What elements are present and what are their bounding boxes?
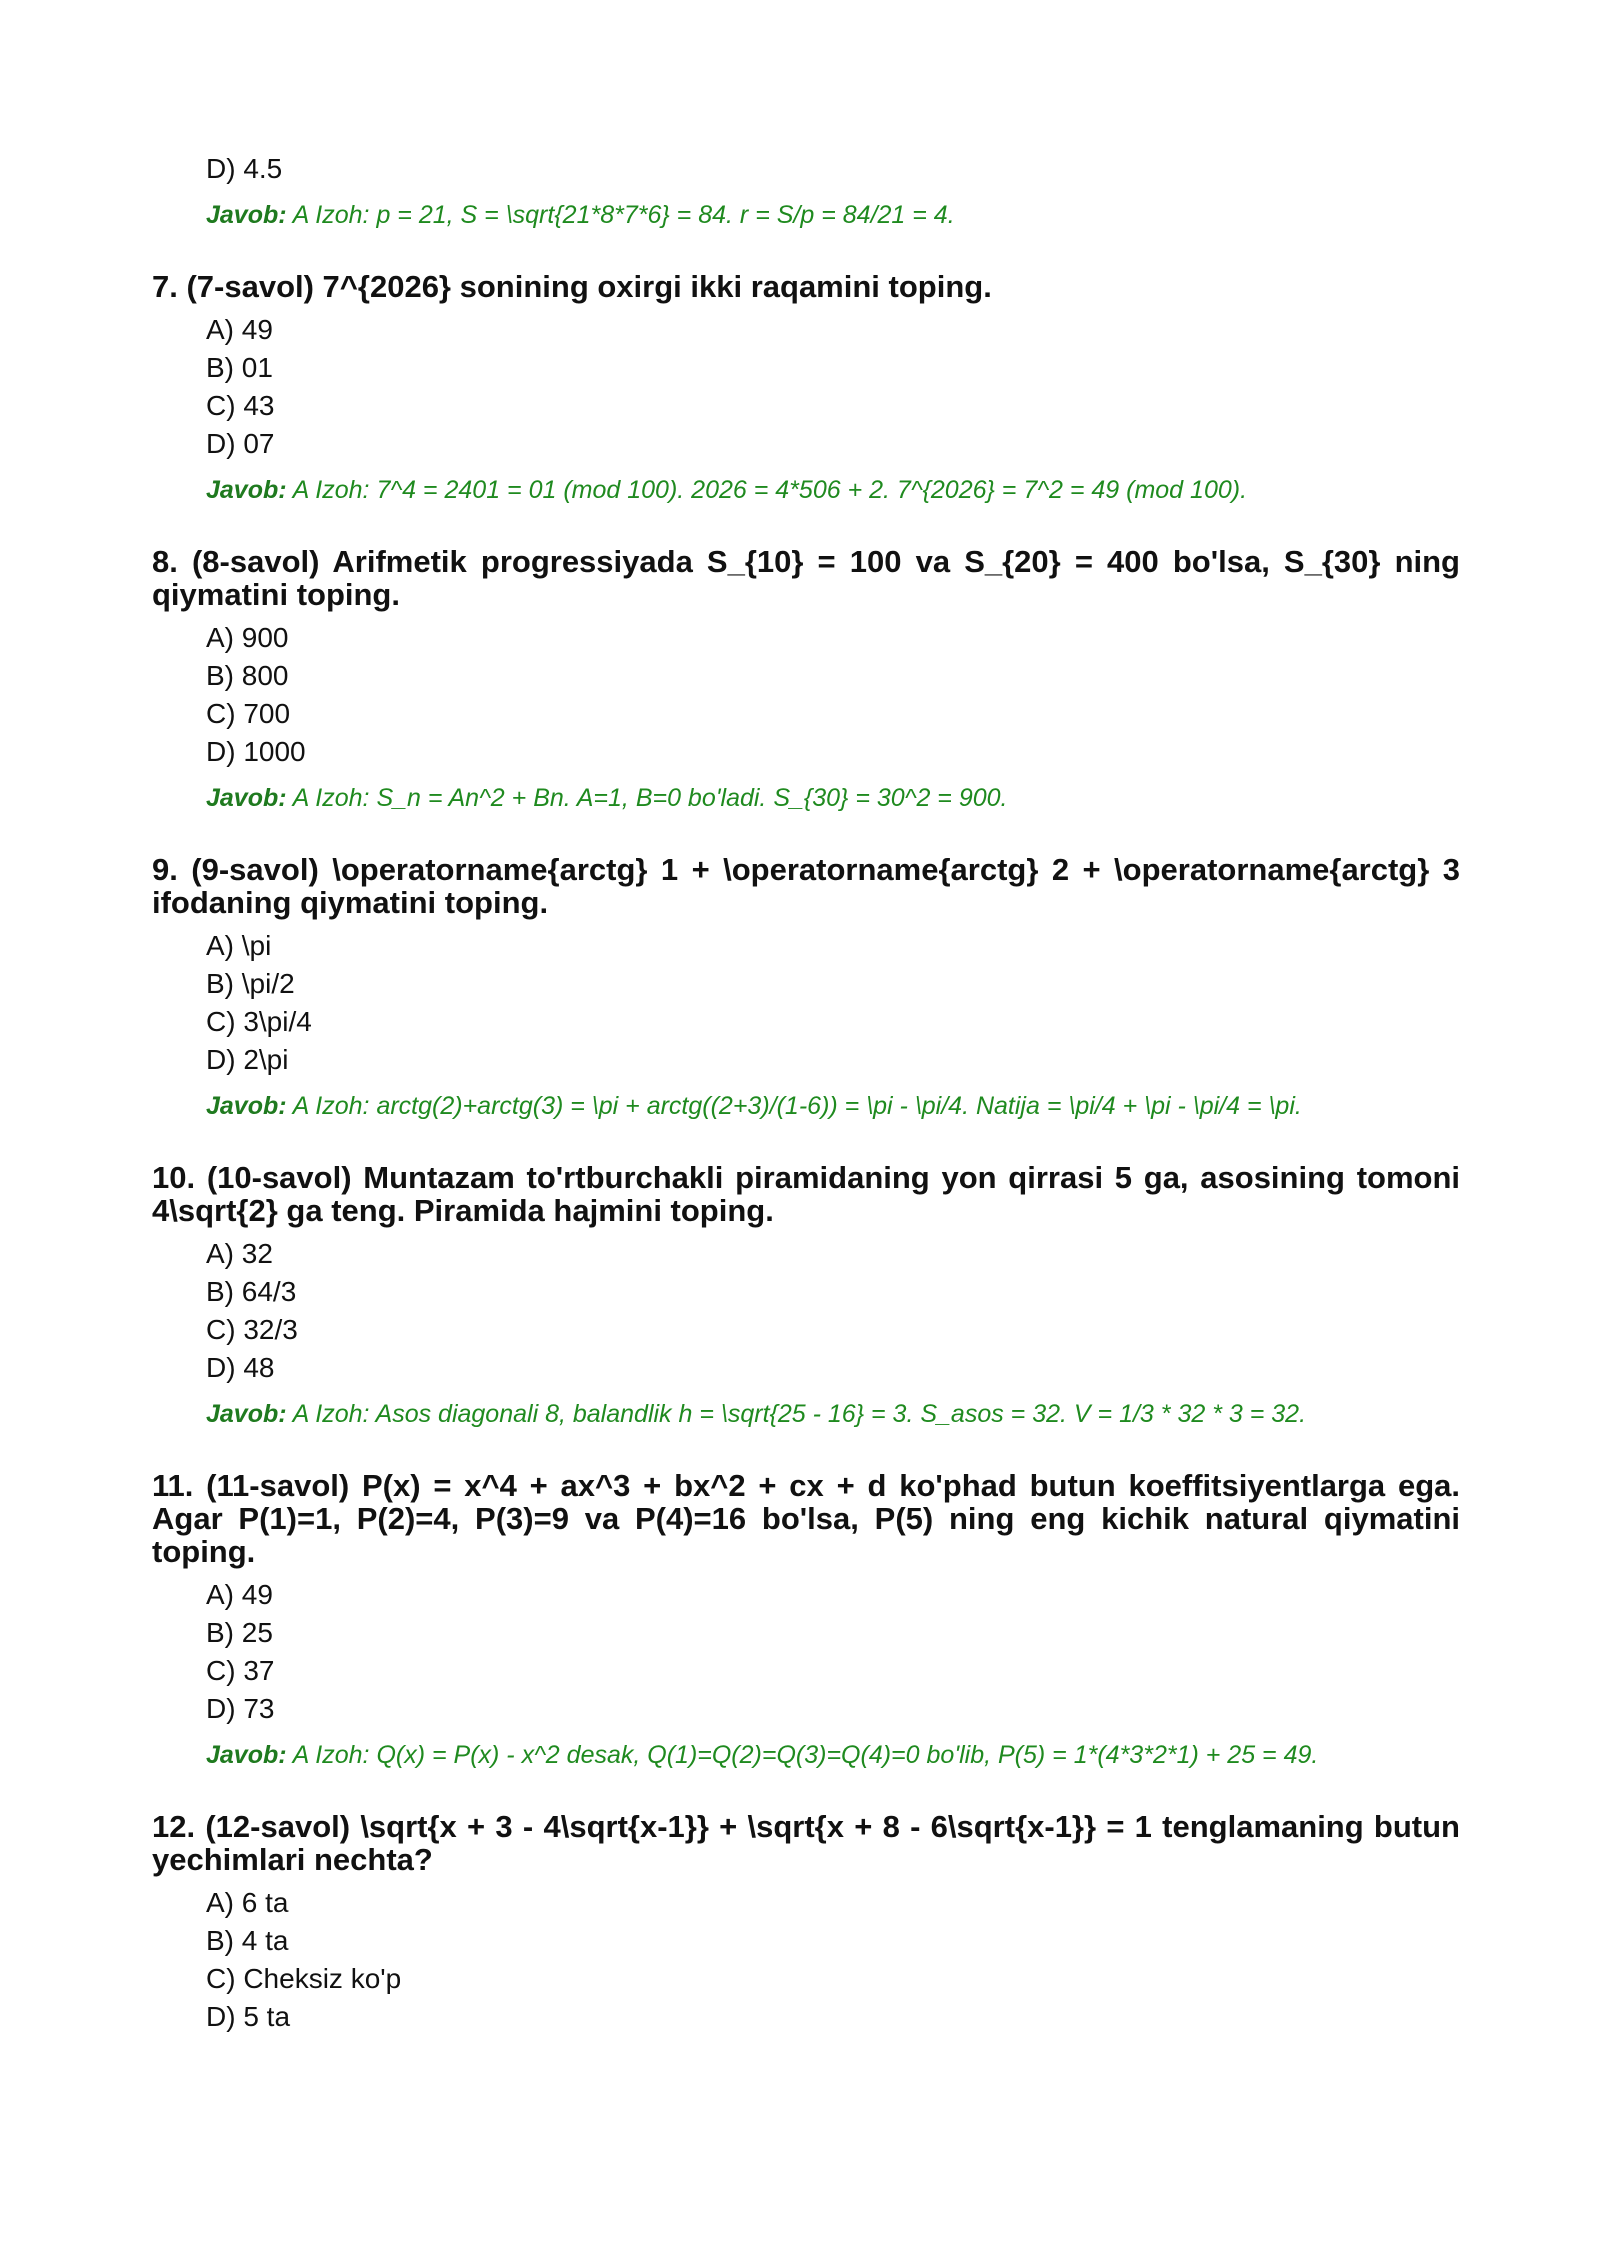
- answer-explanation: [206, 475, 1460, 505]
- question-9: [152, 853, 1460, 1121]
- option-c: C) Cheksiz ko'p: [206, 1963, 402, 1994]
- option-a: A) \pi: [206, 930, 272, 961]
- option-b: B) 64/3: [206, 1276, 297, 1307]
- option-a: A) 32: [206, 1238, 273, 1269]
- answer-label: Javob:: [206, 1092, 287, 1120]
- answer-explanation: [206, 1091, 1460, 1121]
- option-c: C) 43: [206, 390, 275, 421]
- answer-explanation: [206, 200, 1460, 230]
- option-a: A) 49: [206, 314, 273, 345]
- option-d: D) 73: [206, 1693, 275, 1724]
- question-title: 12. (12-savol) \sqrt{x + 3 - 4\sqrt{x-1}} + \sqrt{x + 8 - 6\sqrt{x-1}} = 1 tenglamaning butun yechimlari nechta?: [152, 1809, 1460, 1877]
- question-title: 8. (8-savol) Arifmetik progressiyada S_{10} = 100 va S_{20} = 400 bo'lsa, S_{30} ning qiymatini toping.: [152, 544, 1460, 612]
- answer-label: Javob:: [206, 1741, 287, 1769]
- option-a: A) 49: [206, 1579, 273, 1610]
- option-d: D) 4.5: [206, 153, 283, 184]
- question-7: [152, 270, 1460, 505]
- option-b: B) 25: [206, 1617, 273, 1648]
- option-b: B) \pi/2: [206, 968, 295, 999]
- answer-text: A Izoh: S_n = An^2 + Bn. A=1, B=0 bo'ladi. S_{30} = 30^2 = 900.: [286, 784, 1008, 812]
- option-d: D) 07: [206, 428, 275, 459]
- option-b: B) 800: [206, 660, 289, 691]
- option-d: D) 48: [206, 1352, 275, 1383]
- answer-text: A Izoh: 7^4 = 2401 = 01 (mod 100). 2026 = 4*506 + 2. 7^{2026} = 7^2 = 49 (mod 100).: [286, 476, 1248, 504]
- answer-explanation: [206, 1740, 1460, 1770]
- answer-explanation: [206, 1399, 1460, 1429]
- answer-explanation: [206, 783, 1460, 813]
- option-b: B) 01: [206, 352, 273, 383]
- option-c: C) 37: [206, 1655, 275, 1686]
- answer-label: Javob:: [206, 784, 287, 812]
- question-11: [152, 1469, 1460, 1770]
- option-a: A) 6 ta: [206, 1887, 289, 1918]
- question-title: 11. (11-savol) P(x) = x^4 + ax^3 + bx^2 + cx + d ko'phad butun koeffitsiyentlarga ega. Agar P(1)=1, P(2)=4, P(3)=9 va P(4)=16 bo'lsa, P(5) ning eng kichik natural qiymatini toping.: [152, 1468, 1460, 1569]
- option-c: C) 700: [206, 698, 291, 729]
- question-title: 7. (7-savol) 7^{2026} sonining oxirgi ikki raqamini toping.: [152, 269, 992, 304]
- question-title: 10. (10-savol) Muntazam to'rtburchakli piramidaning yon qirrasi 5 ga, asosining tomoni 4\sqrt{2} ga teng. Piramida hajmini toping.: [152, 1160, 1460, 1228]
- option-a: A) 900: [206, 622, 289, 653]
- previous-question-tail: [152, 150, 1460, 230]
- answer-text: A Izoh: arctg(2)+arctg(3) = \pi + arctg((2+3)/(1-6)) = \pi - \pi/4. Natija = \pi/4 + \pi - \pi/4 = \pi.: [286, 1092, 1302, 1120]
- option-c: C) 32/3: [206, 1314, 298, 1345]
- answer-text: A Izoh: Q(x) = P(x) - x^2 desak, Q(1)=Q(2)=Q(3)=Q(4)=0 bo'lib, P(5) = 1*(4*3*2*1) + 25 = 49.: [286, 1741, 1319, 1769]
- answer-label: Javob:: [206, 1400, 287, 1428]
- question-title: 9. (9-savol) \operatorname{arctg} 1 + \operatorname{arctg} 2 + \operatorname{arctg} 3 ifodaning qiymatini toping.: [152, 852, 1460, 920]
- answer-label: Javob:: [206, 201, 287, 229]
- option-d: D) 1000: [206, 736, 306, 767]
- option-c: C) 3\pi/4: [206, 1006, 312, 1037]
- question-12: [152, 1810, 1460, 2036]
- question-8: [152, 545, 1460, 813]
- option-d: D) 2\pi: [206, 1044, 289, 1075]
- answer-text: A Izoh: p = 21, S = \sqrt{21*8*7*6} = 84. r = S/p = 84/21 = 4.: [286, 201, 955, 229]
- answer-label: Javob:: [206, 476, 287, 504]
- question-10: [152, 1161, 1460, 1429]
- option-d: D) 5 ta: [206, 2001, 291, 2032]
- option-b: B) 4 ta: [206, 1925, 289, 1956]
- answer-text: A Izoh: Asos diagonali 8, balandlik h = \sqrt{25 - 16} = 3. S_asos = 32. V = 1/3 * 32 * 3 = 32.: [286, 1400, 1307, 1428]
